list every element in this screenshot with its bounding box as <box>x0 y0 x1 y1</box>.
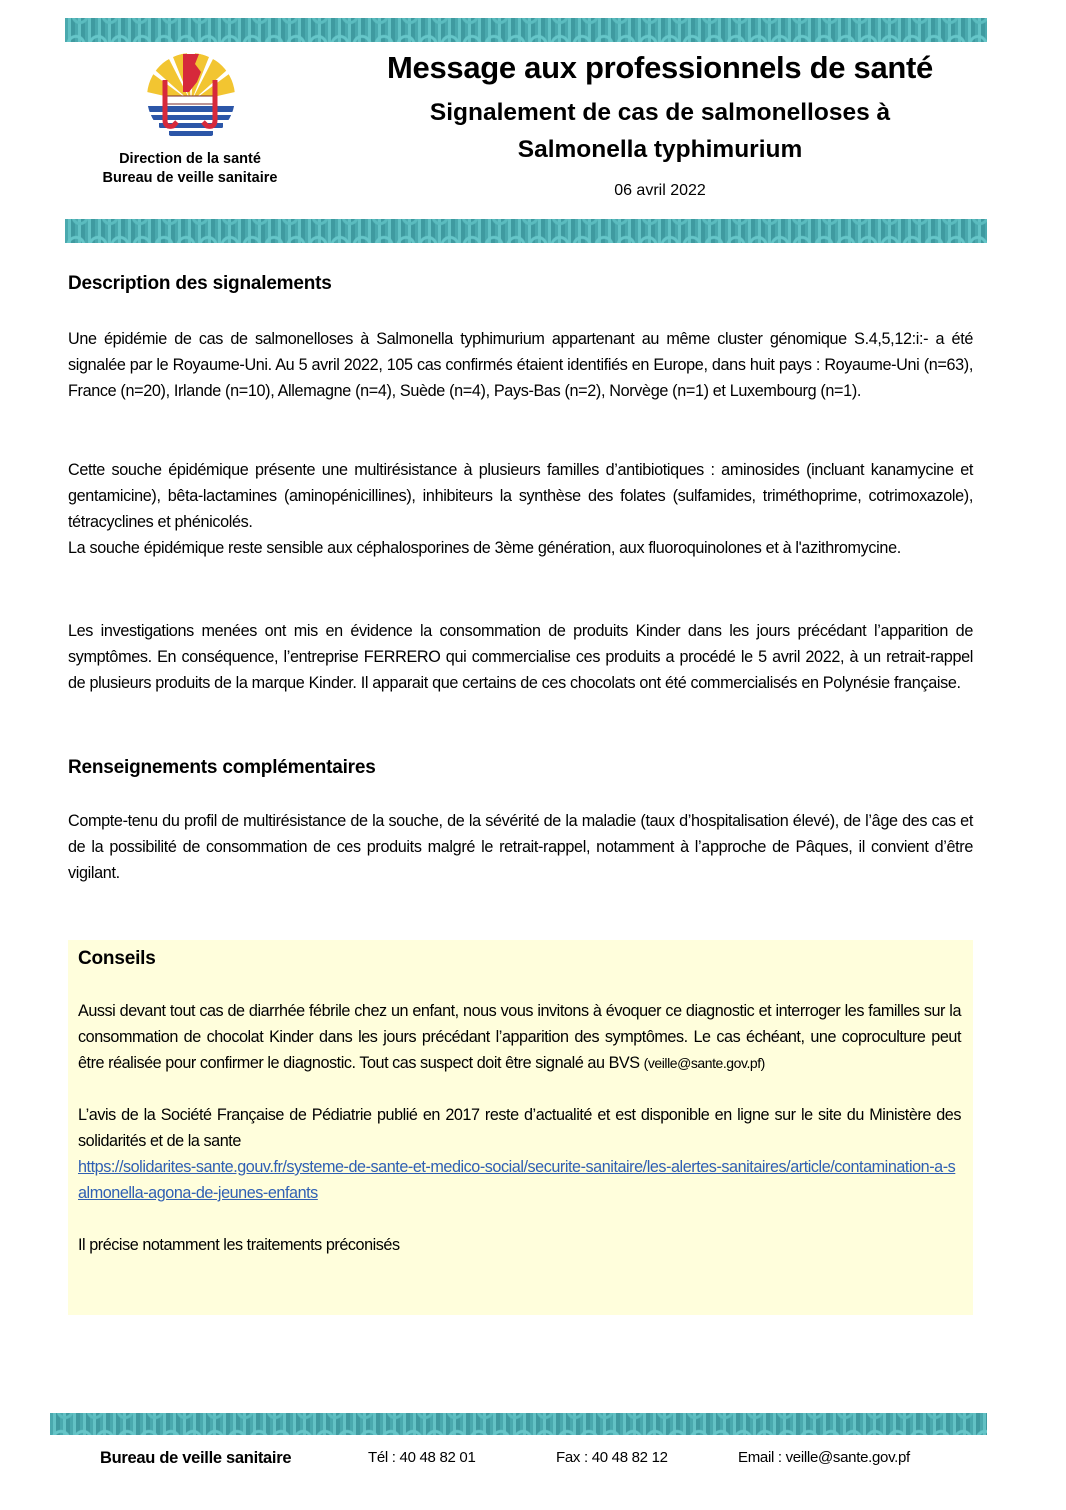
section-heading-renseignements: Renseignements complémentaires <box>68 757 376 778</box>
conseils-paragraph-3: Il précise notamment les traitements préconisés <box>78 1236 400 1254</box>
decorative-band-footer <box>50 1413 987 1435</box>
conseils-link-paragraph <box>78 1154 961 1206</box>
sfp-recommendation-link[interactable]: https://solidarites-sante.gouv.fr/systeme-de-sante-et-medico-social/securite-sanitaire/les-alertes-sanitaires/article/contamination-a-salmonella-agona-de-jeunes-enfants <box>78 1158 956 1202</box>
organization-name: Direction de la santé <box>119 151 261 167</box>
decorative-band-top <box>65 18 987 42</box>
footer-organization: Bureau de veille sanitaire <box>100 1449 292 1467</box>
bvs-email: (veille@sante.gov.pf) <box>643 1055 765 1071</box>
description-paragraph-3 <box>68 618 973 696</box>
publication-date: 06 avril 2022 <box>614 182 706 199</box>
title-block <box>330 48 990 200</box>
footer <box>0 1449 1066 1473</box>
renseignements-text: Compte-tenu du profil de multirésistance de la souche, de la sévérité de la maladie (taux d’hospitalisation élevé), de l’âge des cas et de la possibilité de consommation de ces produits malgré le retrait-rappel, notamment à l’approche de Pâques, il convient d’être vigilant. <box>68 812 973 882</box>
decorative-band-header-bottom <box>65 219 987 243</box>
section-heading-description: Description des signalements <box>68 273 332 294</box>
investigation-text: Les investigations menées ont mis en évidence la consommation de produits Kinder dans les jours précédant l’apparition de symptômes. En conséquence, l’entreprise FERRERO qui commercialise ces produits a procédé le 5 avril 2022, à un retrait-rappel de plusieurs produits de la marque Kinder. Il apparait que certains de ces chocolats ont été commercialisés en Polynésie française. <box>68 622 973 692</box>
description-text-1: Une épidémie de cas de salmonelloses à Salmonella typhimurium appartenant au même cluster génomique S.4,5,12:i:- a été signalée par le Royaume-Uni. Au 5 avril 2022, 105 cas confirmés étaient identifiés en Europe, dans huit pays : Royaume-Uni (n=63), France (n=20), Irlande (n=10), Allemagne (n=4), Suède (n=4), Pays-Bas (n=2), Norvège (n=1) et Luxembourg (n=1). <box>68 330 973 400</box>
resistance-text: Cette souche épidémique présente une multirésistance à plusieurs familles d’antibiotiques : aminosides (incluant kanamycine et gentamicine), bêta-lactamines (aminopénicillines), inhibiteurs la synthèse des folates (sulfamides, triméthoprime, cotrimoxazole), tétracyclines et phénicolés. <box>68 461 973 531</box>
sensitivity-text: La souche épidémique reste sensible aux céphalosporines de 3ème génération, aux fluoroquinolones et à l'azithromycine. <box>68 539 901 557</box>
coat-of-arms-icon <box>143 52 239 142</box>
renseignements-paragraph <box>68 808 973 886</box>
footer-fax: Fax : 40 48 82 12 <box>556 1449 668 1466</box>
page-title: Message aux professionnels de santé <box>387 50 933 85</box>
conseils-paragraph-2: L’avis de la Société Française de Pédiatrie publié en 2017 reste d’actualité et est disponible en ligne sur le site du Ministère des solidarités et de la sante <box>78 1106 961 1150</box>
organization-bureau: Bureau de veille sanitaire <box>102 170 278 186</box>
organization-block <box>60 150 320 188</box>
footer-email: Email : veille@sante.gov.pf <box>738 1449 910 1466</box>
footer-phone: Tél : 40 48 82 01 <box>368 1449 476 1466</box>
conseils-text-1: Aussi devant tout cas de diarrhée fébrile chez un enfant, nous vous invitons à évoquer ce diagnostic et interroger les familles sur la consommation de chocolat Kinder dans les jours précédant l’apparition des symptômes. Le cas échéant, une coproculture peut être réalisée pour confirmer le diagnostic. Tout cas suspect doit être signalé au BVS <box>78 1002 961 1072</box>
description-paragraph-2 <box>68 457 973 561</box>
page-subtitle <box>330 94 990 168</box>
subtitle-line-1: Signalement de cas de salmonelloses à <box>429 99 891 126</box>
conseils-box <box>68 940 973 1315</box>
section-heading-conseils: Conseils <box>78 948 156 969</box>
description-paragraph-1 <box>68 326 973 404</box>
subtitle-line-2: Salmonella typhimurium <box>517 136 803 163</box>
conseils-paragraph-1 <box>78 998 961 1076</box>
